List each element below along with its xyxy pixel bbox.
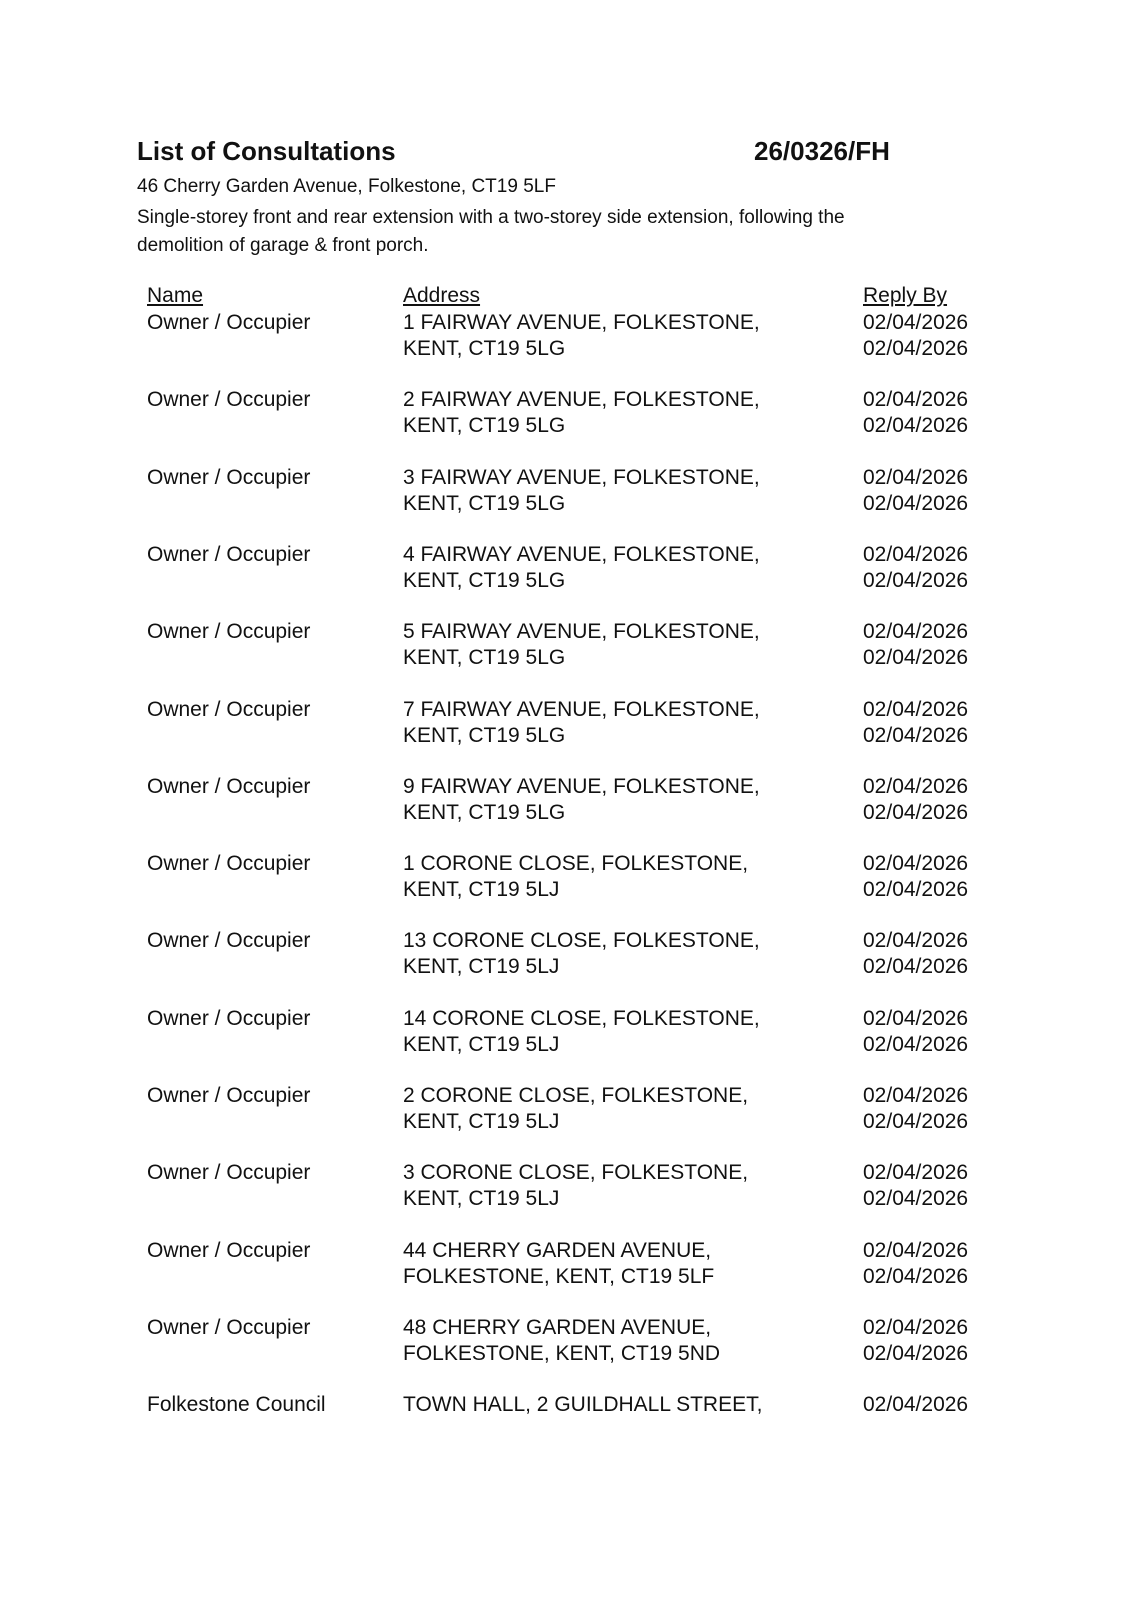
reply-by-date [863, 1392, 968, 1418]
column-header-reply-by: Reply By [863, 284, 948, 307]
consultee-address-line: 1 CORONE CLOSE, FOLKESTONE, [403, 852, 749, 876]
reply-by-date-line: 02/04/2026 [863, 337, 969, 360]
table-row [147, 1006, 987, 1060]
reply-by-date-line: 02/04/2026 [863, 491, 969, 515]
consultee-name-line: Owner / Occupier [147, 388, 311, 412]
reply-by-date-line: 02/04/2026 [863, 929, 969, 953]
consultee-address-line: 4 FAIRWAY AVENUE, FOLKESTONE, [403, 542, 760, 566]
consultee-name [147, 387, 310, 413]
reply-by-date [863, 851, 968, 903]
reply-by-date [863, 1315, 968, 1367]
reply-by-date-line: 02/04/2026 [863, 800, 969, 824]
consultee-name-line: Owner / Occupier [147, 774, 311, 798]
reply-by-date-line: 02/04/2026 [863, 878, 969, 902]
table-row [147, 774, 987, 828]
consultee-name [147, 1160, 310, 1186]
table-row [147, 697, 987, 751]
table-row [147, 851, 987, 905]
table-row [147, 928, 987, 982]
reply-by-date [863, 928, 968, 980]
reply-by-date [863, 774, 968, 826]
consultee-address [403, 851, 748, 903]
reply-by-date [863, 1083, 968, 1135]
reply-by-date-line: 02/04/2026 [863, 620, 969, 644]
site-address: 46 Cherry Garden Avenue, Folkestone, CT19 5LF [137, 176, 556, 197]
consultee-address [403, 928, 760, 980]
consultee-address [403, 619, 760, 671]
consultee-name-line: Owner / Occupier [147, 929, 311, 953]
consultee-address [403, 1315, 720, 1367]
reply-by-date [863, 619, 968, 671]
table-row [147, 1392, 987, 1446]
reply-by-date-line: 02/04/2026 [863, 1238, 969, 1262]
reply-by-date-line: 02/04/2026 [863, 465, 969, 489]
table-row [147, 542, 987, 596]
reply-by-date-line: 02/04/2026 [863, 568, 969, 592]
consultee-name [147, 774, 310, 800]
reply-by-date [863, 1238, 968, 1290]
consultee-address-line: KENT, CT19 5LG [403, 337, 566, 360]
description-line: demolition of garage & front porch. [137, 235, 429, 256]
reply-by-date-line: 02/04/2026 [863, 852, 969, 876]
reply-by-date [863, 697, 968, 749]
reply-by-date [863, 310, 968, 362]
consultee-name [147, 542, 310, 568]
consultee-name-line: Owner / Occupier [147, 311, 311, 334]
application-reference: 26/0326/FH [754, 136, 890, 166]
consultee-address-line: 2 CORONE CLOSE, FOLKESTONE, [403, 1084, 749, 1107]
reply-by-date [863, 542, 968, 594]
reply-by-date-line: 02/04/2026 [863, 1110, 969, 1133]
table-row [147, 1160, 987, 1214]
reply-by-date-line: 02/04/2026 [863, 1006, 969, 1030]
consultee-name [147, 1315, 310, 1341]
consultee-name-line: Owner / Occupier [147, 1084, 311, 1107]
column-header-name: Name [147, 284, 204, 307]
consultee-address [403, 774, 760, 826]
consultee-address-line: 5 FAIRWAY AVENUE, FOLKESTONE, [403, 620, 760, 644]
reply-by-date-line: 02/04/2026 [863, 1161, 969, 1185]
consultee-address-line: 48 CHERRY GARDEN AVENUE, [403, 1315, 712, 1339]
consultee-address-line: KENT, CT19 5LJ [403, 878, 560, 902]
reply-by-date-line: 02/04/2026 [863, 1187, 969, 1211]
consultee-address-line: 9 FAIRWAY AVENUE, FOLKESTONE, [403, 774, 760, 798]
consultee-address [403, 1392, 762, 1418]
column-header-address: Address [403, 284, 481, 307]
reply-by-date [863, 1160, 968, 1212]
consultee-address-line: KENT, CT19 5LJ [403, 1110, 560, 1133]
consultee-name [147, 619, 310, 645]
consultee-address [403, 1160, 748, 1212]
consultee-address [403, 1238, 714, 1290]
consultee-name-line: Owner / Occupier [147, 1006, 311, 1030]
consultee-address-line: 44 CHERRY GARDEN AVENUE, [403, 1238, 712, 1262]
consultee-name [147, 928, 310, 954]
reply-by-date-line: 02/04/2026 [863, 697, 969, 721]
consultee-name [147, 1238, 310, 1264]
table-row [147, 310, 987, 364]
reply-by-date-line: 02/04/2026 [863, 1032, 969, 1056]
consultee-address [403, 1083, 748, 1135]
reply-by-date-line: 02/04/2026 [863, 1341, 969, 1365]
table-row [147, 1315, 987, 1369]
consultee-name-line: Owner / Occupier [147, 1161, 311, 1185]
table-row [147, 465, 987, 519]
table-row [147, 1238, 987, 1292]
table-row [147, 387, 987, 441]
consultee-address-line: KENT, CT19 5LG [403, 568, 566, 592]
consultee-name [147, 851, 310, 877]
reply-by-date [863, 387, 968, 439]
consultee-address-line: 1 FAIRWAY AVENUE, FOLKESTONE, [403, 311, 760, 334]
consultee-address-line: KENT, CT19 5LG [403, 491, 566, 515]
consultee-address-line: 14 CORONE CLOSE, FOLKESTONE, [403, 1006, 760, 1030]
consultee-address [403, 387, 760, 439]
consultee-address-line: KENT, CT19 5LG [403, 723, 566, 747]
reply-by-date [863, 465, 968, 517]
consultee-address [403, 542, 760, 594]
reply-by-date-line: 02/04/2026 [863, 1084, 969, 1107]
reply-by-date-line: 02/04/2026 [863, 542, 969, 566]
reply-by-date-line: 02/04/2026 [863, 1393, 969, 1417]
consultee-name-line: Owner / Occupier [147, 542, 311, 566]
consultee-name [147, 1083, 310, 1109]
consultee-name [147, 465, 310, 491]
consultee-address-line: FOLKESTONE, KENT, CT19 5ND [403, 1341, 721, 1365]
page-title: List of Consultations [137, 136, 396, 166]
consultee-name-line: Owner / Occupier [147, 620, 311, 644]
reply-by-date-line: 02/04/2026 [863, 646, 969, 670]
consultee-address-line: KENT, CT19 5LG [403, 646, 566, 670]
consultee-name [147, 697, 310, 723]
table-row [147, 1083, 987, 1137]
consultee-address [403, 697, 760, 749]
consultee-name-line: Owner / Occupier [147, 852, 311, 876]
consultee-address-line: FOLKESTONE, KENT, CT19 5LF [403, 1264, 715, 1288]
description-line: Single-storey front and rear extension with a two-storey side extension, following the [137, 207, 845, 228]
consultee-name-line: Owner / Occupier [147, 697, 311, 721]
consultee-address-line: KENT, CT19 5LJ [403, 1187, 560, 1211]
reply-by-date-line: 02/04/2026 [863, 414, 969, 438]
consultee-address [403, 310, 760, 362]
reply-by-date-line: 02/04/2026 [863, 723, 969, 747]
reply-by-date-line: 02/04/2026 [863, 388, 969, 412]
consultee-name-line: Folkestone Council [147, 1393, 326, 1417]
consultee-address-line: 13 CORONE CLOSE, FOLKESTONE, [403, 929, 760, 953]
consultee-name [147, 1006, 310, 1032]
consultee-name-line: Owner / Occupier [147, 1238, 311, 1262]
consultee-address-line: 3 FAIRWAY AVENUE, FOLKESTONE, [403, 465, 760, 489]
consultee-address-line: TOWN HALL, 2 GUILDHALL STREET, [403, 1393, 763, 1417]
reply-by-date [863, 1006, 968, 1058]
consultee-address-line: KENT, CT19 5LG [403, 414, 566, 438]
consultee-address [403, 465, 760, 517]
title-row [137, 136, 917, 172]
consultee-name [147, 310, 310, 336]
reply-by-date-line: 02/04/2026 [863, 1264, 969, 1288]
consultee-address-line: KENT, CT19 5LG [403, 800, 566, 824]
table-row [147, 619, 987, 673]
consultee-address-line: KENT, CT19 5LJ [403, 1032, 560, 1056]
reply-by-date-line: 02/04/2026 [863, 774, 969, 798]
reply-by-date-line: 02/04/2026 [863, 1315, 969, 1339]
consultee-address [403, 1006, 760, 1058]
consultee-name-line: Owner / Occupier [147, 1315, 311, 1339]
consultee-address-line: KENT, CT19 5LJ [403, 955, 560, 979]
reply-by-date-line: 02/04/2026 [863, 311, 969, 334]
proposal-description [137, 204, 937, 260]
consultee-address-line: 2 FAIRWAY AVENUE, FOLKESTONE, [403, 388, 760, 412]
consultee-address-line: 3 CORONE CLOSE, FOLKESTONE, [403, 1161, 749, 1185]
consultee-address-line: 7 FAIRWAY AVENUE, FOLKESTONE, [403, 697, 760, 721]
reply-by-date-line: 02/04/2026 [863, 955, 969, 979]
consultee-name [147, 1392, 326, 1418]
consultee-name-line: Owner / Occupier [147, 465, 311, 489]
